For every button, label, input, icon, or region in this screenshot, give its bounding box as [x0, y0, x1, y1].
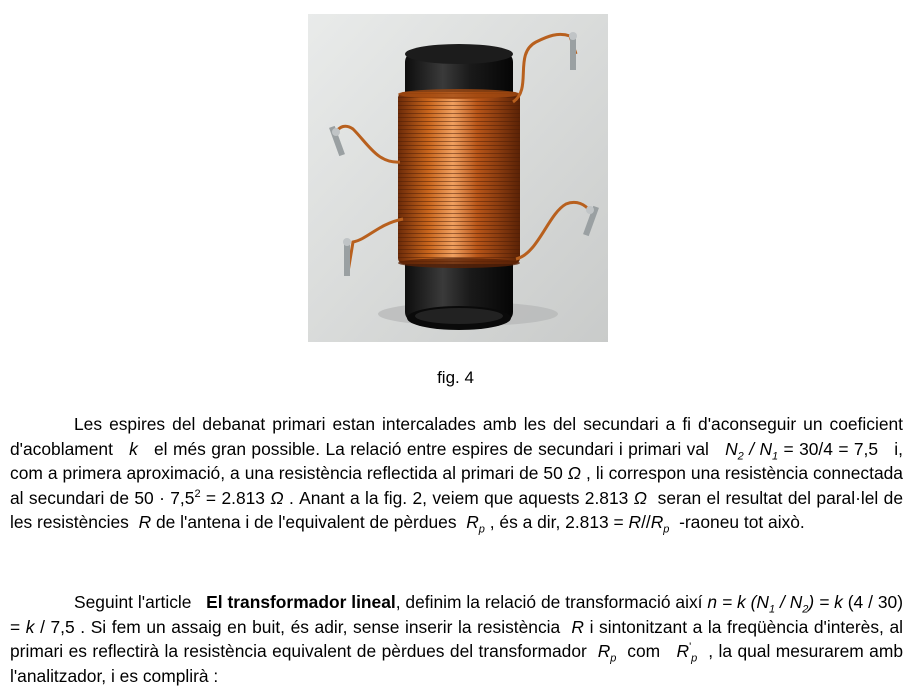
- article-title: El transformador lineal: [206, 592, 396, 612]
- figure-caption: fig. 4: [437, 368, 474, 387]
- paragraph-1: Les espires del debanat primari estan intercalades amb les del secundari a fi d'aconseguir un coeficient d'acoblament k el més gran possible. La relació entre espires de secundari i primari val $N_2 / N_1 = 30/4 = 7,5$ i, com a primera aproximació, a una resistència reflectida al primari de 50 Ω , li correspon una resistència connectada al secundari de $50 \cdot 7,5^2 = 2.813$ Ω . Anant a la fig. 2, veiem que aquests 2.813 Ω seran el resultat del paral·lel de les resistències R de l'antena i de l'equivalent de pèrdues $R_p$ , és a dir, $2.813 = R//R_p$ -raoneu tot això.: [10, 414, 903, 536]
- paragraph-2: Seguint l'article El transformador lineal, definim la relació de transformació així n = k $(N_1 / N_2) = k$ (4 / 30) = k / 7,5 . Si fem un assaig en buit, és adir, sense inserir la resistència R i sintonitzant a la freqüència d'interès, al primari es reflectirà la resistència equivalent de pèrdues del transformador $R_p$ com $R'_p$ , la qual mesurarem amb l'analitzador, i es complirà :: [10, 592, 904, 686]
- coil-photo: [308, 14, 608, 342]
